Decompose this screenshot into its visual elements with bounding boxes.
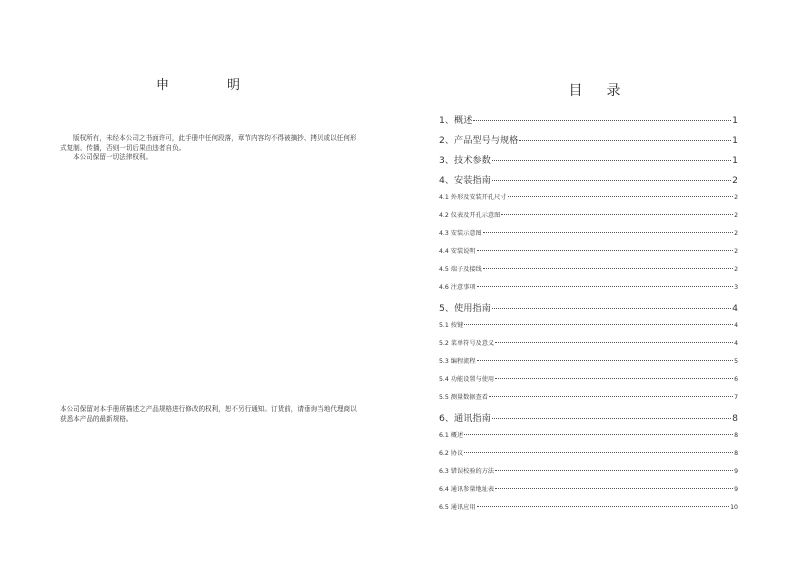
toc-leader-dots bbox=[495, 342, 733, 343]
toc-section-entry[interactable] bbox=[439, 112, 738, 132]
toc-leader-dots bbox=[477, 286, 734, 287]
toc-page bbox=[396, 0, 793, 574]
toc-subsection-entry[interactable] bbox=[439, 356, 738, 374]
toc-entry-title: 5.2 菜单符号及意义 bbox=[439, 340, 495, 347]
toc-entry-title: 6.5 通讯应用 bbox=[439, 504, 476, 511]
toc-entry-title: 4.1 外形及安装开孔尺寸 bbox=[439, 194, 507, 201]
toc-page-number: 4 bbox=[732, 303, 738, 314]
toc-title: 目录 bbox=[568, 83, 645, 99]
toc-leader-dots bbox=[492, 308, 731, 309]
toc-entry-title: 2、产品型号与规格 bbox=[439, 135, 519, 146]
toc-entry-title: 6.1 概述 bbox=[439, 432, 464, 439]
toc-page-number: 5 bbox=[734, 358, 738, 365]
toc-leader-dots bbox=[495, 470, 733, 471]
toc-subsection-entry[interactable] bbox=[439, 484, 738, 502]
toc-subsection-entry[interactable] bbox=[439, 264, 738, 282]
toc-page-number: 1 bbox=[732, 135, 738, 146]
toc-entry-title: 6.4 通讯参量地址表 bbox=[439, 486, 495, 493]
toc-leader-dots bbox=[473, 120, 731, 121]
toc-entry-title: 5.1 按键 bbox=[439, 322, 464, 329]
toc-entry-title: 4.5 端子及接线 bbox=[439, 266, 482, 273]
toc-entry-title: 5、使用指南 bbox=[439, 303, 491, 314]
toc-section-entry[interactable] bbox=[439, 300, 738, 320]
toc-entry-title: 4、安装指南 bbox=[439, 175, 491, 186]
toc-leader-dots bbox=[492, 418, 731, 419]
toc-entry-title: 4.4 安装说明 bbox=[439, 248, 476, 255]
toc-leader-dots bbox=[483, 232, 733, 233]
rights-paragraph: 本公司保留一切法律权利。 bbox=[73, 153, 153, 161]
toc-leader-dots bbox=[477, 360, 734, 361]
toc-subsection-entry[interactable] bbox=[439, 466, 738, 484]
toc-section-entry[interactable] bbox=[439, 172, 738, 192]
toc-list bbox=[439, 112, 738, 520]
toc-subsection-entry[interactable] bbox=[439, 392, 738, 410]
toc-page-number: 2 bbox=[734, 212, 738, 219]
toc-entry-title: 6.3 错误校验的方法 bbox=[439, 468, 495, 475]
toc-subsection-entry[interactable] bbox=[439, 502, 738, 520]
toc-page-number: 4 bbox=[734, 322, 738, 329]
toc-subsection-entry[interactable] bbox=[439, 210, 738, 228]
toc-leader-dots bbox=[495, 488, 733, 489]
toc-entry-title: 4.2 仪表及开孔示意图 bbox=[439, 212, 501, 219]
toc-page-number: 6 bbox=[734, 376, 738, 383]
toc-page-number: 4 bbox=[734, 340, 738, 347]
toc-leader-dots bbox=[489, 396, 733, 397]
toc-page-number: 2 bbox=[734, 248, 738, 255]
toc-page-number: 2 bbox=[734, 230, 738, 237]
toc-entry-title: 4.3 安装示意图 bbox=[439, 230, 482, 237]
toc-leader-dots bbox=[483, 268, 733, 269]
toc-page-number: 2 bbox=[732, 175, 738, 186]
toc-section-entry[interactable] bbox=[439, 410, 738, 430]
toc-page-number: 7 bbox=[734, 394, 738, 401]
toc-leader-dots bbox=[508, 196, 734, 197]
toc-subsection-entry[interactable] bbox=[439, 228, 738, 246]
toc-entry-title: 4.6 注意事项 bbox=[439, 284, 476, 291]
toc-entry-title: 1、概述 bbox=[439, 115, 473, 126]
declaration-title: 申明 bbox=[155, 78, 298, 93]
toc-subsection-entry[interactable] bbox=[439, 282, 738, 300]
toc-subsection-entry[interactable] bbox=[439, 192, 738, 210]
toc-leader-dots bbox=[477, 250, 734, 251]
modification-notice: 本公司保留对本手册所描述之产品规格进行修改的权利，恕不另行通知。订货前，请垂询当地代理商以获悉本产品的最新规格。 bbox=[60, 405, 357, 423]
toc-entry-title: 5.3 编程流程 bbox=[439, 358, 476, 365]
toc-page-number: 1 bbox=[732, 155, 738, 166]
toc-subsection-entry[interactable] bbox=[439, 246, 738, 264]
toc-leader-dots bbox=[464, 434, 733, 435]
toc-page-number: 3 bbox=[734, 284, 738, 291]
toc-entry-title: 6.2 协议 bbox=[439, 450, 464, 457]
toc-page-number: 8 bbox=[734, 450, 738, 457]
toc-page-number: 9 bbox=[734, 486, 738, 493]
toc-leader-dots bbox=[519, 140, 731, 141]
toc-leader-dots bbox=[464, 324, 733, 325]
toc-subsection-entry[interactable] bbox=[439, 448, 738, 466]
toc-leader-dots bbox=[495, 378, 733, 379]
toc-leader-dots bbox=[492, 160, 731, 161]
toc-leader-dots bbox=[501, 214, 733, 215]
toc-entry-title: 5.4 功能设置与使用 bbox=[439, 376, 495, 383]
toc-page-number: 10 bbox=[730, 504, 738, 511]
toc-entry-title: 6、通讯指南 bbox=[439, 413, 491, 424]
toc-leader-dots bbox=[464, 452, 733, 453]
toc-page-number: 2 bbox=[734, 266, 738, 273]
toc-entry-title: 3、技术参数 bbox=[439, 155, 491, 166]
toc-page-number: 9 bbox=[734, 468, 738, 475]
toc-section-entry[interactable] bbox=[439, 132, 738, 152]
toc-leader-dots bbox=[477, 506, 730, 507]
toc-page-number: 2 bbox=[734, 194, 738, 201]
toc-entry-title: 5.5 测量数据查看 bbox=[439, 394, 488, 401]
toc-page-number: 8 bbox=[732, 413, 738, 424]
toc-subsection-entry[interactable] bbox=[439, 430, 738, 448]
toc-subsection-entry[interactable] bbox=[439, 338, 738, 356]
copyright-paragraph: 版权所有，未经本公司之书面许可，此手册中任何段落，章节内容均不得被摘抄、拷贝或以任何形式复制、传播，否则一切后果由违者自负。 bbox=[60, 134, 357, 152]
toc-section-entry[interactable] bbox=[439, 152, 738, 172]
toc-subsection-entry[interactable] bbox=[439, 374, 738, 392]
toc-leader-dots bbox=[492, 180, 731, 181]
toc-subsection-entry[interactable] bbox=[439, 320, 738, 338]
toc-page-number: 8 bbox=[734, 432, 738, 439]
toc-page-number: 1 bbox=[732, 115, 738, 126]
declaration-page bbox=[0, 0, 396, 574]
